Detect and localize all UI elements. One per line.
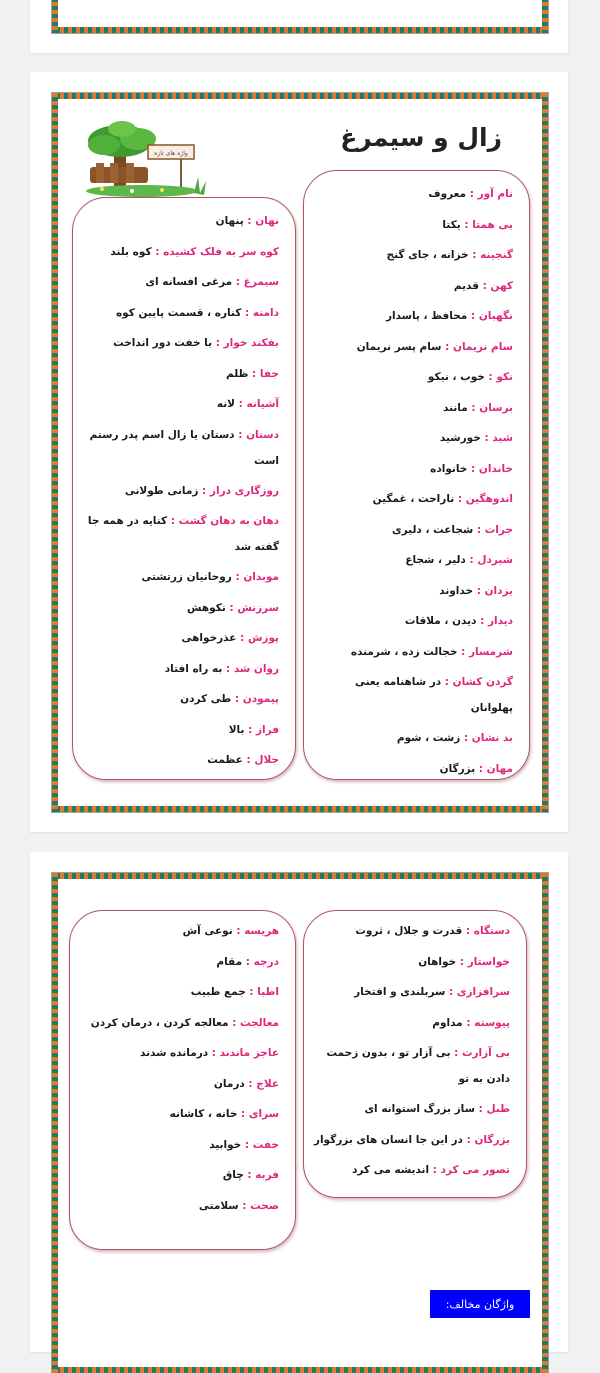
- vocabulary-panel-right: [303, 910, 527, 1198]
- term-separator: :: [456, 955, 468, 968]
- vocabulary-meaning: قدرت و جلال ، ثروت: [355, 925, 463, 937]
- vocabulary-meaning: سلامتی: [198, 1199, 239, 1212]
- vocabulary-term: موبدان: [243, 571, 279, 583]
- vocabulary-meaning: مرغی افسانه ای: [145, 276, 233, 288]
- vocabulary-term: سرافزازی: [456, 986, 510, 998]
- vocabulary-list: [81, 206, 279, 776]
- vocabulary-entry: [312, 723, 513, 754]
- term-separator: :: [429, 1163, 441, 1176]
- term-separator: :: [468, 249, 481, 261]
- vocabulary-entry: [312, 916, 510, 947]
- vocabulary-meaning: طی کردن: [180, 693, 232, 705]
- term-separator: :: [245, 986, 258, 998]
- vocabulary-term: درجه: [253, 955, 279, 968]
- vocabulary-term: شید: [492, 432, 513, 444]
- vocabulary-entry: [312, 240, 513, 271]
- vocabulary-term: جلال: [254, 754, 279, 766]
- vocabulary-meaning: کوه بلند: [110, 245, 152, 258]
- term-separator: :: [237, 1108, 249, 1120]
- vocabulary-term: معالجت: [240, 1016, 279, 1029]
- vocabulary-panel-left: [72, 197, 296, 780]
- vocabulary-entry: [312, 545, 513, 576]
- vocabulary-meaning: نوعی آش: [182, 925, 233, 937]
- vocabulary-term: دستان: [246, 428, 279, 441]
- term-separator: :: [198, 484, 210, 497]
- vocabulary-meaning: اندیشه می کرد: [352, 1163, 430, 1176]
- antonyms-section-label: واژگان مخالف:: [430, 1290, 530, 1318]
- term-separator: :: [167, 515, 179, 527]
- vocabulary-entry: [312, 1094, 510, 1125]
- vocabulary-entry: [81, 654, 279, 685]
- term-separator: :: [441, 340, 454, 353]
- vocabulary-entry: [312, 332, 513, 363]
- vocabulary-term: دامنه: [252, 306, 279, 319]
- vocabulary-meaning: پنهان: [215, 215, 244, 227]
- tree-sign-illustration-icon: [82, 119, 220, 199]
- vocabulary-term: طبل: [486, 1103, 510, 1115]
- term-separator: :: [243, 1169, 256, 1181]
- term-separator: :: [225, 601, 238, 614]
- vocabulary-term: خاندان: [478, 462, 513, 475]
- vocabulary-meaning: دستان یا زال اسم پدر رستم است: [89, 428, 279, 467]
- vocabulary-entry: [81, 389, 279, 420]
- vocabulary-entry: [81, 745, 279, 776]
- vocabulary-meaning: ساز بزرگ استوانه ای: [364, 1103, 475, 1115]
- vocabulary-meaning: کنایه در همه جا گفته شد: [87, 515, 279, 553]
- vocabulary-meaning: مداوم: [432, 1016, 463, 1029]
- vocabulary-term: هریسه: [244, 925, 279, 937]
- vocabulary-meaning: خزانه ، جای گنج: [386, 249, 469, 261]
- vocabulary-meaning: بالا: [228, 723, 245, 736]
- vocabulary-meaning: معالجه کردن ، درمان کردن: [90, 1016, 229, 1029]
- vocabulary-term: کهن: [490, 279, 513, 292]
- vocabulary-term: برسان: [479, 401, 513, 414]
- vocabulary-meaning: در این جا انسان های بزرگوار: [313, 1133, 463, 1146]
- vocabulary-entry: [312, 1008, 510, 1039]
- vocabulary-term: صحت: [250, 1199, 279, 1212]
- vocabulary-meaning: دلیر ، شجاع: [405, 554, 466, 566]
- term-separator: :: [241, 1138, 253, 1151]
- vocabulary-meaning: خورشید: [439, 432, 481, 444]
- term-separator: :: [208, 1047, 220, 1059]
- term-separator: :: [244, 723, 256, 736]
- vocabulary-meaning: ناراحت ، غمگین: [372, 493, 455, 505]
- vocabulary-entry: [312, 515, 513, 546]
- term-separator: :: [228, 1016, 240, 1029]
- term-separator: :: [457, 645, 469, 658]
- vocabulary-meaning: در شاهنامه یعنی پهلوانان: [354, 676, 513, 714]
- vocabulary-meaning: بی آزار تو ، بدون زحمت دادن به تو: [326, 1047, 510, 1085]
- vocabulary-entry: [312, 1040, 510, 1092]
- vocabulary-meaning: درمان: [213, 1077, 245, 1090]
- vocabulary-meaning: جمع طبیب: [190, 986, 246, 998]
- vocabulary-term: نگهبان: [478, 310, 513, 322]
- vocabulary-meaning: دیدن ، ملاقات: [404, 615, 477, 627]
- vocabulary-term: روزگاری دراز: [209, 484, 279, 497]
- term-separator: :: [235, 398, 247, 410]
- page-card-lesson-continued: [30, 852, 568, 1352]
- vocabulary-entry: [312, 606, 513, 637]
- vocabulary-entry: [81, 237, 279, 268]
- vocabulary-entry: [81, 206, 279, 237]
- vocabulary-meaning: خوب ، نیکو: [427, 371, 485, 383]
- vocabulary-term: عاجز ماندند: [219, 1047, 279, 1059]
- vocabulary-term: آشیانه: [246, 398, 279, 410]
- vocabulary-entry: [78, 1099, 279, 1130]
- vocabulary-entry: [312, 423, 513, 454]
- term-separator: :: [222, 662, 234, 675]
- vocabulary-meaning: زشت ، شوم: [396, 732, 461, 744]
- term-separator: :: [212, 337, 224, 349]
- term-separator: :: [244, 1077, 257, 1090]
- vocabulary-term: دهان به دهان گشت: [178, 515, 279, 527]
- vocabulary-entry: [312, 637, 513, 668]
- vocabulary-term: بی همتا: [472, 218, 513, 231]
- term-separator: :: [151, 245, 164, 258]
- term-separator: :: [462, 1133, 475, 1146]
- term-separator: :: [475, 762, 487, 775]
- vocabulary-entry: [78, 1008, 279, 1039]
- vocabulary-entry: [312, 1127, 510, 1153]
- vocabulary-entry: [81, 715, 279, 746]
- vocabulary-entry: [78, 947, 279, 978]
- vocabulary-meaning: شجاعت ، دلیری: [392, 523, 474, 536]
- vocabulary-meaning: نکوهش: [187, 601, 226, 614]
- vocabulary-entry: [81, 267, 279, 298]
- vocabulary-entry: [81, 562, 279, 593]
- term-separator: :: [242, 754, 255, 766]
- term-separator: :: [445, 986, 457, 998]
- vocabulary-meaning: ظلم: [225, 367, 249, 380]
- vocabulary-meaning: به راه افتاد: [164, 662, 223, 675]
- vocabulary-meaning: چاق: [222, 1169, 244, 1181]
- term-separator: :: [234, 428, 247, 441]
- term-separator: :: [474, 1103, 487, 1115]
- term-separator: :: [478, 279, 491, 292]
- term-separator: :: [232, 925, 245, 937]
- vocabulary-meaning: خداوند: [439, 584, 474, 597]
- vocabulary-entry: [78, 1038, 279, 1069]
- vocabulary-entry: [81, 298, 279, 329]
- vocabulary-meaning: محافظ ، پاسدار: [385, 310, 468, 322]
- vocabulary-term: گنجینه: [480, 249, 513, 261]
- vocabulary-meaning: سربلندی و افتخار: [354, 986, 446, 998]
- term-separator: :: [476, 615, 488, 627]
- vocabulary-meaning: لانه: [216, 398, 236, 410]
- vocabulary-entry: [78, 916, 279, 947]
- page-card-previous: [30, 0, 568, 53]
- term-separator: :: [467, 310, 479, 322]
- vocabulary-entry: [312, 393, 513, 424]
- page-card-lesson: [30, 72, 568, 832]
- vocabulary-meaning: کناره ، قسمت پایین کوه: [115, 306, 242, 319]
- vocabulary-meaning: خواهان: [418, 955, 457, 968]
- term-separator: :: [465, 554, 478, 566]
- vocabulary-entry: [78, 1191, 279, 1222]
- vocabulary-meaning: خانواده: [430, 462, 468, 475]
- vocabulary-term: سام نریمان: [453, 340, 513, 353]
- vocabulary-meaning: بزرگان: [439, 762, 476, 775]
- vocabulary-entry: [312, 977, 510, 1008]
- vocabulary-entry: [312, 362, 513, 393]
- vocabulary-entry: [81, 328, 279, 359]
- vocabulary-entry: [312, 179, 513, 210]
- vocabulary-entry: [81, 476, 279, 507]
- vocabulary-entry: [81, 422, 279, 474]
- vocabulary-term: نهان: [255, 215, 279, 227]
- vocabulary-entry: [312, 1155, 510, 1186]
- vocabulary-meaning: خجالت زده ، شرمنده: [350, 645, 458, 658]
- term-separator: :: [460, 732, 472, 744]
- vocabulary-term: شیردل: [477, 554, 513, 566]
- vocabulary-entry: [78, 1160, 279, 1191]
- vocabulary-meaning: زمانی طولانی: [124, 484, 199, 497]
- term-separator: :: [248, 367, 260, 380]
- vocabulary-term: جفا: [259, 367, 279, 380]
- vocabulary-entry: [78, 1130, 279, 1161]
- term-separator: :: [473, 523, 485, 536]
- decorative-frame: [52, 93, 548, 812]
- vocabulary-term: خواستار: [467, 955, 510, 968]
- vocabulary-list: [312, 916, 510, 1185]
- vocabulary-term: علاج: [256, 1077, 279, 1090]
- vocabulary-term: پیوسته: [474, 1016, 510, 1029]
- term-separator: :: [231, 693, 243, 705]
- vocabulary-term: پیمودن: [242, 693, 279, 705]
- vocabulary-entry: [81, 623, 279, 654]
- vocabulary-meaning: مانند: [443, 401, 468, 414]
- term-separator: :: [462, 925, 474, 937]
- vocabulary-panel-right: [303, 170, 530, 780]
- vocabulary-term: یزدان: [484, 584, 513, 597]
- vocabulary-term: جرات: [484, 523, 513, 536]
- vocabulary-term: نکو: [496, 371, 513, 383]
- term-separator: :: [238, 1199, 251, 1212]
- vocabulary-term: خفت: [252, 1138, 279, 1151]
- vocabulary-entry: [312, 484, 513, 515]
- term-separator: :: [467, 401, 480, 414]
- vocabulary-entry: [312, 301, 513, 332]
- vocabulary-term: مهان: [486, 762, 513, 775]
- vocabulary-term: بفکند خوار: [223, 337, 279, 349]
- vocabulary-entry: [81, 359, 279, 390]
- vocabulary-term: پوزش: [247, 632, 279, 644]
- vocabulary-meaning: خوابید: [209, 1138, 242, 1151]
- vocabulary-entry: [81, 684, 279, 715]
- vocabulary-entry: [312, 754, 513, 785]
- vocabulary-term: تصور می کرد: [440, 1163, 510, 1176]
- vocabulary-term: اطبا: [257, 986, 279, 998]
- vocabulary-term: کوه سر به فلک کشیده: [163, 245, 279, 258]
- vocabulary-term: فربه: [255, 1169, 279, 1181]
- term-separator: :: [242, 955, 254, 968]
- vocabulary-meaning: مقام: [216, 955, 243, 968]
- term-separator: :: [232, 276, 244, 288]
- term-separator: :: [450, 1047, 462, 1059]
- vocabulary-term: سرزنش: [237, 601, 279, 614]
- vocabulary-entry: [312, 210, 513, 241]
- vocabulary-meaning: روحانیان زرتشتی: [141, 571, 232, 583]
- term-separator: :: [467, 462, 479, 475]
- vocabulary-entry: [312, 947, 510, 978]
- svg-text:واژه های تازه: واژه های تازه: [154, 150, 188, 157]
- vocabulary-term: روان شد: [233, 662, 279, 675]
- term-separator: :: [462, 1016, 475, 1029]
- vocabulary-entry: [312, 454, 513, 485]
- vocabulary-term: اندوهگین: [465, 493, 513, 505]
- vocabulary-meaning: قدیم: [453, 279, 479, 292]
- vocabulary-term: بزرگان: [474, 1133, 510, 1146]
- term-separator: :: [243, 215, 256, 227]
- vocabulary-meaning: خانه ، کاشانه: [169, 1108, 238, 1120]
- vocabulary-term: بد نشان: [471, 732, 513, 744]
- vocabulary-entry: [312, 576, 513, 607]
- vocabulary-entry: [81, 508, 279, 560]
- term-separator: :: [460, 218, 473, 231]
- vocabulary-list: [312, 179, 513, 784]
- term-separator: :: [241, 306, 253, 319]
- vocabulary-term: دیدار: [487, 615, 513, 627]
- decorative-frame: [52, 0, 548, 33]
- vocabulary-entry: [78, 977, 279, 1008]
- vocabulary-meaning: سام پسر نریمان: [356, 340, 442, 353]
- vocabulary-entry: [78, 1069, 279, 1100]
- vocabulary-term: سرای: [248, 1108, 279, 1120]
- vocabulary-meaning: با خفت دور انداخت: [113, 337, 213, 349]
- term-separator: :: [454, 493, 466, 505]
- vocabulary-term: فراز: [255, 723, 279, 736]
- term-separator: :: [480, 432, 493, 444]
- vocabulary-term: دستگاه: [473, 925, 510, 937]
- vocabulary-entry: [312, 669, 513, 721]
- vocabulary-term: شرمسار: [468, 645, 513, 658]
- term-separator: :: [231, 571, 244, 583]
- vocabulary-meaning: یکتا: [442, 218, 461, 231]
- vocabulary-term: بی آزارت: [461, 1047, 510, 1059]
- term-separator: :: [473, 584, 485, 597]
- term-separator: :: [466, 188, 478, 200]
- vocabulary-entry: [312, 271, 513, 302]
- vocabulary-panel-left: [69, 910, 296, 1250]
- vocabulary-list: [78, 916, 279, 1221]
- vocabulary-meaning: معروف: [428, 188, 467, 200]
- vocabulary-meaning: عذرخواهی: [181, 632, 237, 644]
- vocabulary-term: نام آور: [477, 188, 513, 200]
- vocabulary-meaning: عظمت: [207, 754, 243, 766]
- vocabulary-term: گردن کشان: [452, 676, 513, 688]
- vocabulary-meaning: درمانده شدند: [140, 1047, 209, 1059]
- vocabulary-entry: [81, 593, 279, 624]
- vocabulary-term: سیمرغ: [243, 276, 279, 288]
- term-separator: :: [236, 632, 248, 644]
- term-separator: :: [484, 371, 497, 383]
- lesson-title: زال و سیمرغ: [340, 123, 502, 152]
- term-separator: :: [441, 676, 453, 688]
